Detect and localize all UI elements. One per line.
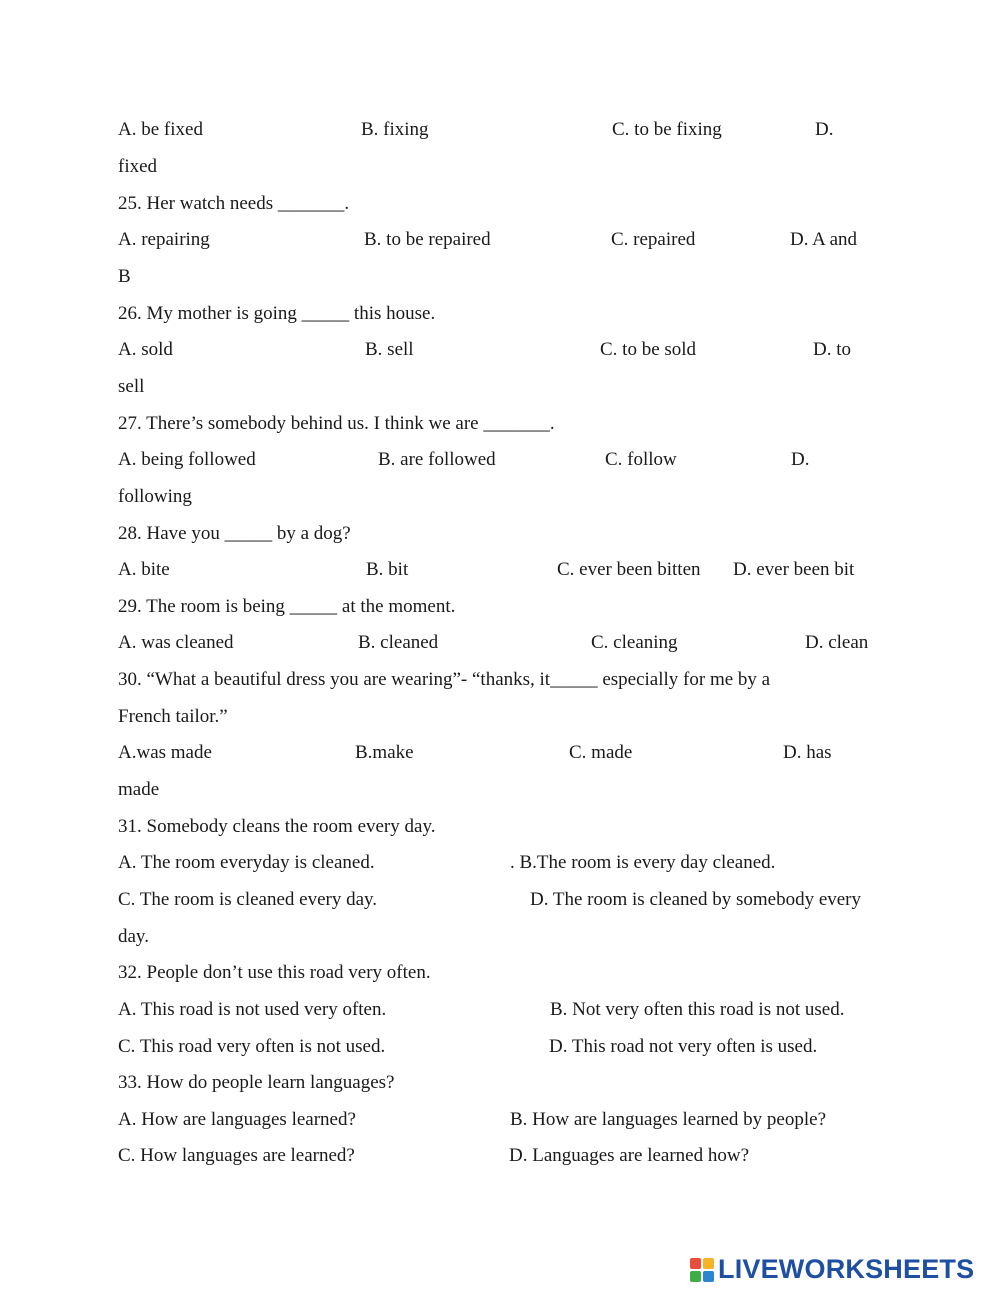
q24-option-c: C. to be fixing <box>612 119 722 140</box>
q24-option-b: B. fixing <box>361 119 429 140</box>
q26-option-b: B. sell <box>365 339 414 360</box>
question-33: 33. How do people learn languages? <box>118 1072 395 1093</box>
q24-option-d: D. <box>815 119 834 140</box>
q30-option-d: D. has <box>783 742 832 763</box>
question-25: 25. Her watch needs _______. <box>118 193 350 214</box>
q26-option-d: D. to <box>813 339 851 360</box>
question-26: 26. My mother is going _____ this house. <box>118 303 436 324</box>
q29-option-a: A. was cleaned <box>118 632 234 653</box>
q28-option-a: A. bite <box>118 559 170 580</box>
q31-option-d-cont: day. <box>118 926 149 947</box>
q32-option-b: B. Not very often this road is not used. <box>550 999 845 1020</box>
q30-option-b: B.make <box>355 742 414 763</box>
q25-option-a: A. repairing <box>118 229 210 250</box>
q26-option-c: C. to be sold <box>600 339 697 360</box>
question-29: 29. The room is being _____ at the moment. <box>118 596 456 617</box>
liveworksheets-logo[interactable] <box>690 1254 990 1284</box>
q32-option-d: D. This road not very often is used. <box>549 1036 818 1057</box>
q29-option-b: B. cleaned <box>358 632 439 653</box>
q26-option-a: A. sold <box>118 339 173 360</box>
question-32: 32. People don’t use this road very often. <box>118 962 431 983</box>
q25-option-d: D. A and <box>790 229 858 250</box>
q29-option-d: D. clean <box>805 632 869 653</box>
q24-option-a: A. be fixed <box>118 119 203 140</box>
q31-option-a: A. The room everyday is cleaned. <box>118 852 375 873</box>
q33-option-d: D. Languages are learned how? <box>509 1145 750 1166</box>
q31-option-b: . B.The room is every day cleaned. <box>510 852 776 873</box>
q33-option-b: B. How are languages learned by people? <box>510 1109 827 1130</box>
q33-option-c: C. How languages are learned? <box>118 1145 355 1166</box>
q27-option-d: D. <box>791 449 810 470</box>
question-31: 31. Somebody cleans the room every day. <box>118 816 436 837</box>
q24-option-d-cont: fixed <box>118 156 158 177</box>
liveworksheets-logo-text: LIVEWORKSHEETS <box>718 1254 975 1284</box>
q33-option-a: A. How are languages learned? <box>118 1109 356 1130</box>
q25-option-d-cont: B <box>118 266 131 287</box>
q25-option-c: C. repaired <box>611 229 696 250</box>
q28-option-b: B. bit <box>366 559 409 580</box>
q27-option-a: A. being followed <box>118 449 256 470</box>
liveworksheets-logo-icon <box>690 1258 714 1282</box>
q27-option-c: C. follow <box>605 449 677 470</box>
q25-option-b: B. to be repaired <box>364 229 491 250</box>
question-28: 28. Have you _____ by a dog? <box>118 523 351 544</box>
question-30: 30. “What a beautiful dress you are wearing”- “thanks, it_____ especially for me by a <box>118 669 771 690</box>
q30-option-a: A.was made <box>118 742 212 763</box>
q26-option-d-cont: sell <box>118 376 145 397</box>
q31-option-d: D. The room is cleaned by somebody every <box>530 889 862 910</box>
q30-option-c: C. made <box>569 742 633 763</box>
q27-option-d-cont: following <box>118 486 192 507</box>
q28-option-d: D. ever been bit <box>733 559 855 580</box>
q28-option-c: C. ever been bitten <box>557 559 701 580</box>
q27-option-b: B. are followed <box>378 449 496 470</box>
q31-option-c: C. The room is cleaned every day. <box>118 889 378 910</box>
q30-option-d-cont: made <box>118 779 160 800</box>
q32-option-c: C. This road very often is not used. <box>118 1036 386 1057</box>
q32-option-a: A. This road is not used very often. <box>118 999 387 1020</box>
q29-option-c: C. cleaning <box>591 632 678 653</box>
question-27: 27. There’s somebody behind us. I think we are _______. <box>118 413 555 434</box>
question-30-cont: French tailor.” <box>118 706 228 727</box>
